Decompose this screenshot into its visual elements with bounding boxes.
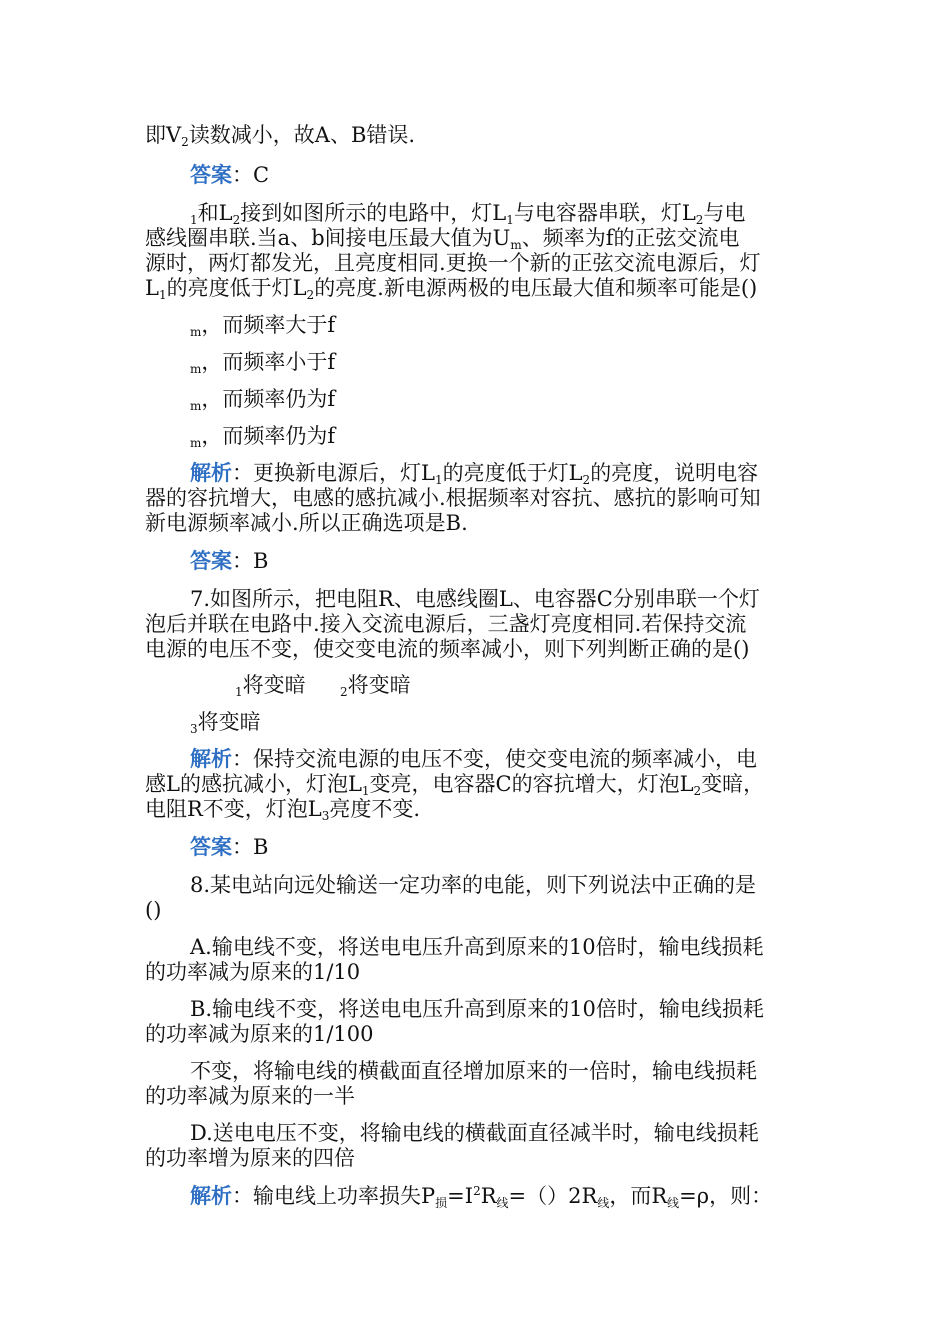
options-7-row1 xyxy=(145,673,805,698)
option-6-a: $_m$，而频率大于f xyxy=(190,313,336,339)
analysis-8: 解析：输电线上功率损失$P_损=I^2R_线=()2R_线$，而$R_线=\rho$，则： xyxy=(190,1184,773,1210)
option-8-c: 不变，将输电线的横截面直径增加原来的一倍时，输电线损耗 的功率减为原来的一半 xyxy=(145,1059,757,1108)
option-7-c: $_3$将变暗 xyxy=(190,710,261,736)
analysis-label: 解析 xyxy=(190,747,232,771)
option-8-b: B.输电线不变，将送电电压升高到原来的10倍时，输电线损耗 的功率减为原来的1/100 xyxy=(145,997,764,1046)
answer-value: C xyxy=(253,163,270,187)
option-8-a: A.输电线不变，将送电电压升高到原来的10倍时，输电线损耗 的功率减为原来的1/10 xyxy=(145,935,764,984)
option-6-c: $_m$，而频率仍为f xyxy=(190,387,336,413)
option-6-b: $_m$，而频率小于f xyxy=(190,350,336,376)
question-7: 7.如图所示，把电阻R、电感线圈L、电容器C分别串联一个灯 泡后并联在电路中.接入交流电源后，三盏灯亮度相同.若保持交流 电源的电压不变，使交变电流的频率减小，则下列判断正确的是() xyxy=(145,587,760,661)
option-7-b: $_2$将变暗 xyxy=(340,673,411,699)
answer-value: B xyxy=(253,835,269,859)
paragraph-continuation: 即$V_2$读数减小，故A、B错误. xyxy=(145,123,416,149)
answer-line: 答案：B xyxy=(190,835,269,859)
analysis-7: 解析：保持交流电源的电压不变，使交变电流的频率减小，电 感L的感抗减小，灯泡$L_1$变亮，电容器C的容抗增大，灯泡$L_2$变暗， 电阻R不变，灯泡$L_3$亮度不变. xyxy=(145,747,765,823)
answer-line: 答案：B xyxy=(190,549,269,573)
answer-label: 答案 xyxy=(190,163,232,187)
analysis-6: 解析：更换新电源后，灯$L_1$的亮度低于灯$L_2$的亮度，说明电容 器的容抗增大，电感的感抗减小.根据频率对容抗、感抗的影响可知 新电源频率减小.所以正确选项是B. xyxy=(145,461,761,535)
option-6-d: $_m$，而频率仍为f xyxy=(190,424,336,450)
answer-label: 答案 xyxy=(190,835,232,859)
analysis-label: 解析 xyxy=(190,1184,232,1208)
answer-label: 答案 xyxy=(190,549,232,573)
analysis-label: 解析 xyxy=(190,461,232,485)
option-8-d: D.送电电压不变，将输电线的横截面直径减半时，输电线损耗 的功率增为原来的四倍 xyxy=(145,1121,759,1170)
question-8: 8.某电站向远处输送一定功率的电能，则下列说法中正确的是 () xyxy=(145,873,757,922)
option-7-a: $_1$将变暗 xyxy=(235,673,306,699)
question-6: $_1$和$L_2$接到如图所示的电路中，灯$L_1$与电容器串联，灯$L_2$与电 感线圈串联.当a、b间接电压最大值为$U_m$、频率为f的正弦交流电 源时，两灯都发光，且亮度相同.更换一个新的正弦交流电源后，灯 $L_1$的亮度低于灯$L_2$的亮度.新电源两极的电压最大值和频率可能是() xyxy=(145,201,761,302)
answer-line: 答案：C xyxy=(190,163,270,187)
answer-value: B xyxy=(253,549,269,573)
